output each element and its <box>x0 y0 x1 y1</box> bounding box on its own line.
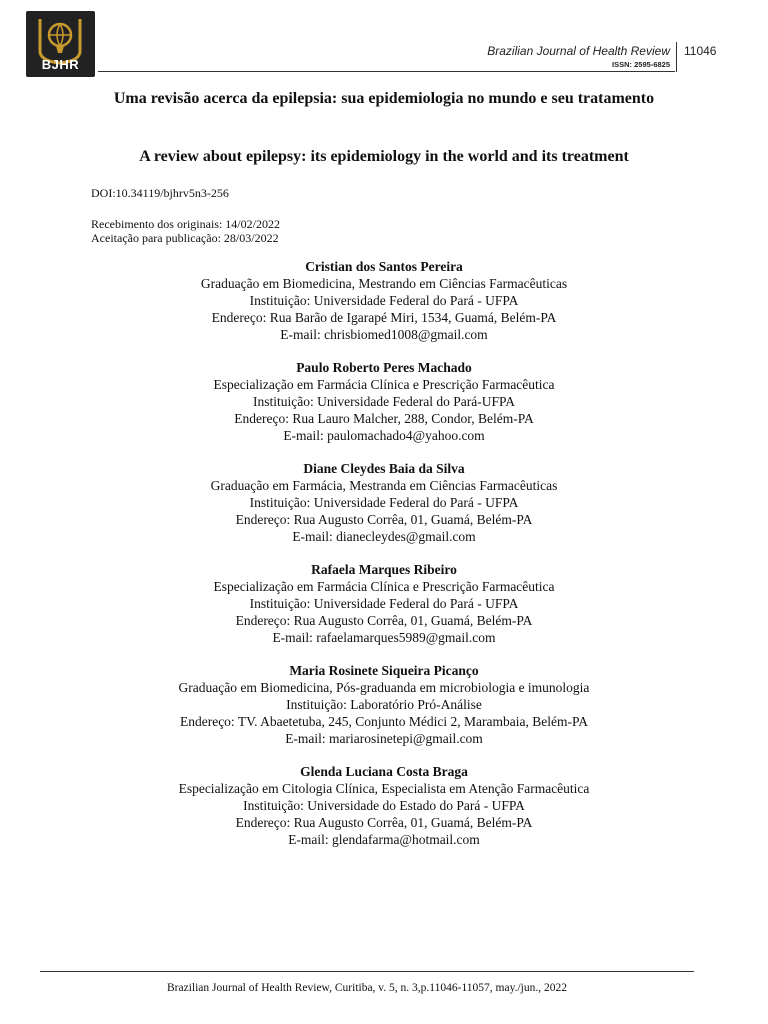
author-email: E-mail: mariarosinetepi@gmail.com <box>285 731 483 746</box>
footer-citation: Brazilian Journal of Health Review, Curitiba, v. 5, n. 3,p.11046-11057, may./jun., 2022 <box>167 982 567 994</box>
author-list <box>90 258 678 864</box>
accepted-date: Aceitação para publicação: 28/03/2022 <box>91 231 279 245</box>
author-degree: Graduação em Biomedicina, Pós-graduanda em microbiologia e imunologia <box>178 680 590 695</box>
author-email: E-mail: paulomachado4@yahoo.com <box>283 428 485 443</box>
author-block <box>90 460 678 545</box>
doi: DOI:10.34119/bjhrv5n3-256 <box>91 186 229 200</box>
author-institution: Instituição: Universidade Federal do Pará-UFPA <box>253 394 515 409</box>
title-english: A review about epilepsy: its epidemiology in the world and its treatment <box>139 148 629 165</box>
author-institution: Instituição: Universidade Federal do Pará - UFPA <box>249 293 519 308</box>
author-institution: Instituição: Universidade do Estado do Pará - UFPA <box>243 798 525 813</box>
author-block <box>90 359 678 444</box>
author-block <box>90 662 678 747</box>
author-address: Endereço: Rua Augusto Corrêa, 01, Guamá, Belém-PA <box>235 815 533 830</box>
header-vertical-divider <box>676 42 677 72</box>
author-address: Endereço: TV. Abaetetuba, 245, Conjunto Médici 2, Marambaia, Belém-PA <box>179 714 589 729</box>
author-institution: Instituição: Laboratório Pró-Análise <box>286 697 482 712</box>
author-block <box>90 561 678 646</box>
logo-text: BJHR <box>41 57 80 72</box>
author-name: Glenda Luciana Costa Braga <box>300 764 468 779</box>
header-divider <box>98 71 675 72</box>
author-degree: Especialização em Citologia Clínica, Especialista em Atenção Farmacêutica <box>178 781 590 796</box>
author-name: Rafaela Marques Ribeiro <box>311 562 457 577</box>
author-degree: Graduação em Farmácia, Mestranda em Ciências Farmacêuticas <box>210 478 558 493</box>
received-date: Recebimento dos originais: 14/02/2022 <box>91 217 280 231</box>
page-number: 11046 <box>684 44 717 58</box>
author-institution: Instituição: Universidade Federal do Pará - UFPA <box>249 495 519 510</box>
author-email: E-mail: glendafarma@hotmail.com <box>288 832 480 847</box>
author-degree: Especialização em Farmácia Clínica e Prescrição Farmacêutica <box>213 579 555 594</box>
author-email: E-mail: chrisbiomed1008@gmail.com <box>280 327 488 342</box>
author-degree: Graduação em Biomedicina, Mestrando em Ciências Farmacêuticas <box>200 276 568 291</box>
journal-logo <box>26 11 95 77</box>
author-name: Paulo Roberto Peres Machado <box>296 360 472 375</box>
author-name: Maria Rosinete Siqueira Picanço <box>289 663 479 678</box>
author-degree: Especialização em Farmácia Clínica e Prescrição Farmacêutica <box>213 377 555 392</box>
journal-name: Brazilian Journal of Health Review <box>487 44 670 58</box>
author-name: Cristian dos Santos Pereira <box>305 259 463 274</box>
author-email: E-mail: rafaelamarques5989@gmail.com <box>272 630 496 645</box>
title-portuguese: Uma revisão acerca da epilepsia: sua epidemiologia no mundo e seu tratamento <box>113 90 655 107</box>
author-block <box>90 763 678 848</box>
author-address: Endereço: Rua Augusto Corrêa, 01, Guamá, Belém-PA <box>235 512 533 527</box>
author-address: Endereço: Rua Augusto Corrêa, 01, Guamá, Belém-PA <box>235 613 533 628</box>
author-name: Diane Cleydes Baia da Silva <box>303 461 465 476</box>
issn: ISSN: 2595-6825 <box>612 60 670 69</box>
author-email: E-mail: dianecleydes@gmail.com <box>292 529 476 544</box>
author-institution: Instituição: Universidade Federal do Pará - UFPA <box>249 596 519 611</box>
author-address: Endereço: Rua Lauro Malcher, 288, Condor, Belém-PA <box>234 411 534 426</box>
author-address: Endereço: Rua Barão de Igarapé Miri, 1534, Guamá, Belém-PA <box>211 310 557 325</box>
footer-divider <box>40 971 694 972</box>
author-block <box>90 258 678 343</box>
